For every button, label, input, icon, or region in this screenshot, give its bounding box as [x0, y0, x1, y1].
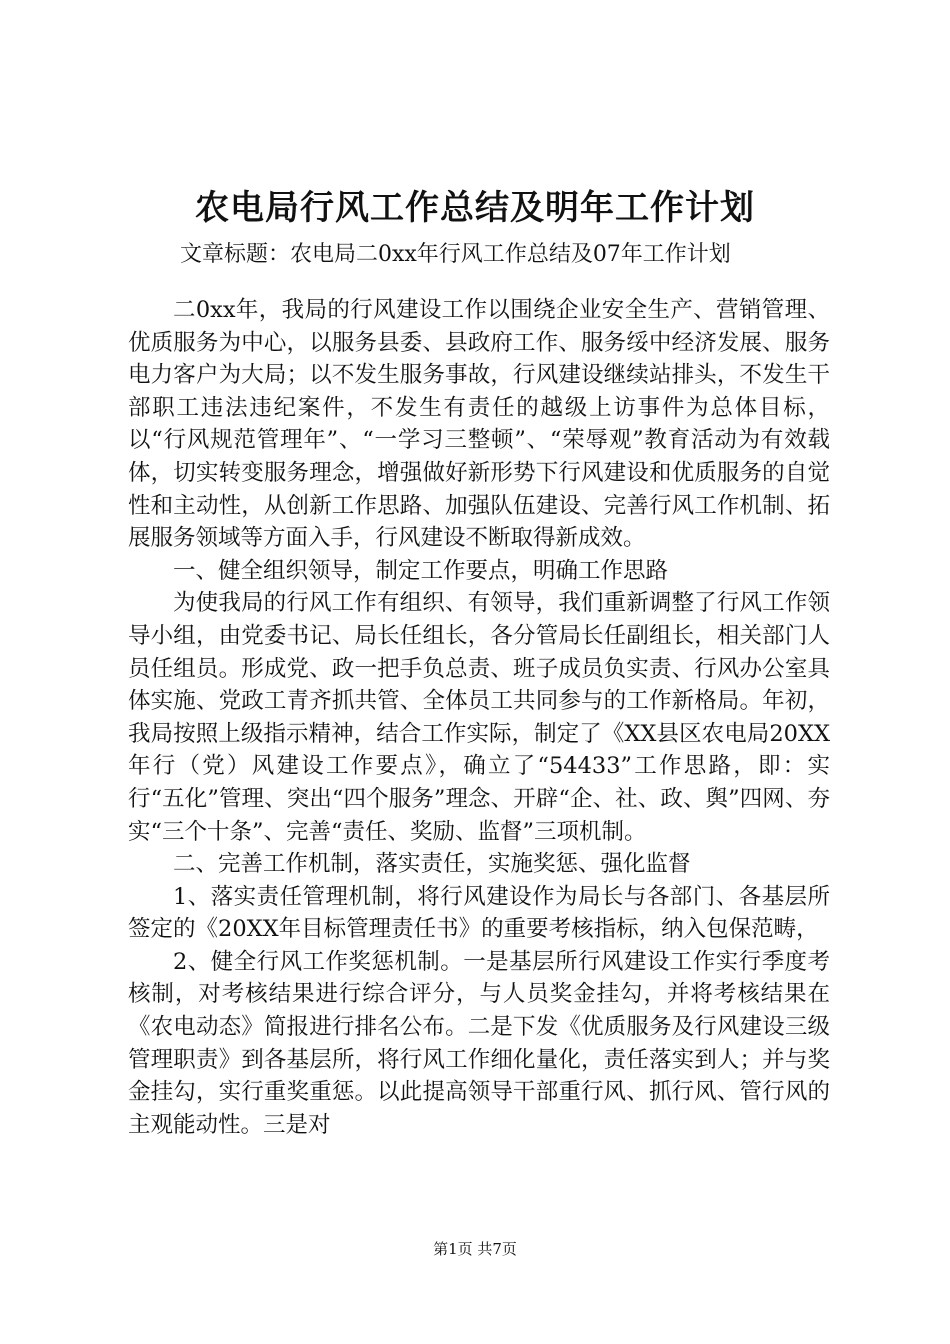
document-title: 农电局行风工作总结及明年工作计划 [195, 188, 755, 228]
section-heading: 二、完善工作机制，落实责任，实施奖惩、强化监督 [173, 851, 691, 878]
document-body [128, 294, 830, 1141]
body-paragraph: 1、落实责任管理机制，将行风建设作为局长与各部门、各基层所签定的《20XX年目标管理责任书》的重要考核指标，纳入包保范畴， [128, 883, 830, 943]
body-paragraph: 二0xx年，我局的行风建设工作以围绕企业安全生产、营销管理、优质服务为中心，以服务县委、县政府工作、服务绥中经济发展、服务电力客户为大局；以不发生服务事故，行风建设继续站排头，不发生干部职工违法违纪案件，不发生有责任的越级上访事件为总体目标，以“行风规范管理年”、“一学习三整顿”、“荣辱观”教育活动为有效载体，切实转变服务理念，增强做好新形势下行风建设和优质服务的自觉性和主动性，从创新工作思路、加强队伍建设、完善行风工作机制、拓展服务领域等方面入手，行风建设不断取得新成效。 [128, 297, 830, 552]
body-paragraph: 2、健全行风工作奖惩机制。一是基层所行风建设工作实行季度考核制，对考核结果进行综合评分，与人员奖金挂勾，并将考核结果在《农电动态》简报进行排名公布。二是下发《优质服务及行风建设三级管理职责》到各基层所，将行风工作细化量化，责任落实到人；并与奖金挂勾，实行重奖重惩。以此提高领导干部重行风、抓行风、管行风的主观能动性。三是对 [128, 948, 830, 1138]
document-subtitle: 文章标题：农电局二0xx年行风工作总结及07年工作计划 [180, 242, 731, 267]
body-paragraph: 为使我局的行风工作有组织、有领导，我们重新调整了行风工作领导小组，由党委书记、局长任组长，各分管局长任副组长，相关部门人员任组员。形成党、政一把手负总责、班子成员负实责、行风办公室具体实施、党政工青齐抓共管、全体员工共同参与的工作新格局。年初，我局按照上级指示精神，结合工作实际，制定了《XX县区农电局20XX年行（党）风建设工作要点》，确立了“54433”工作思路，即：实行“五化”管理、突出“四个服务”理念、开辟“企、社、政、舆”四网、夯实“三个十条”、完善“责任、奖励、监督”三项机制。 [128, 590, 830, 845]
section-heading: 一、健全组织领导，制定工作要点，明确工作思路 [173, 557, 669, 584]
page-number: 第1页 共7页 [433, 1240, 517, 1258]
